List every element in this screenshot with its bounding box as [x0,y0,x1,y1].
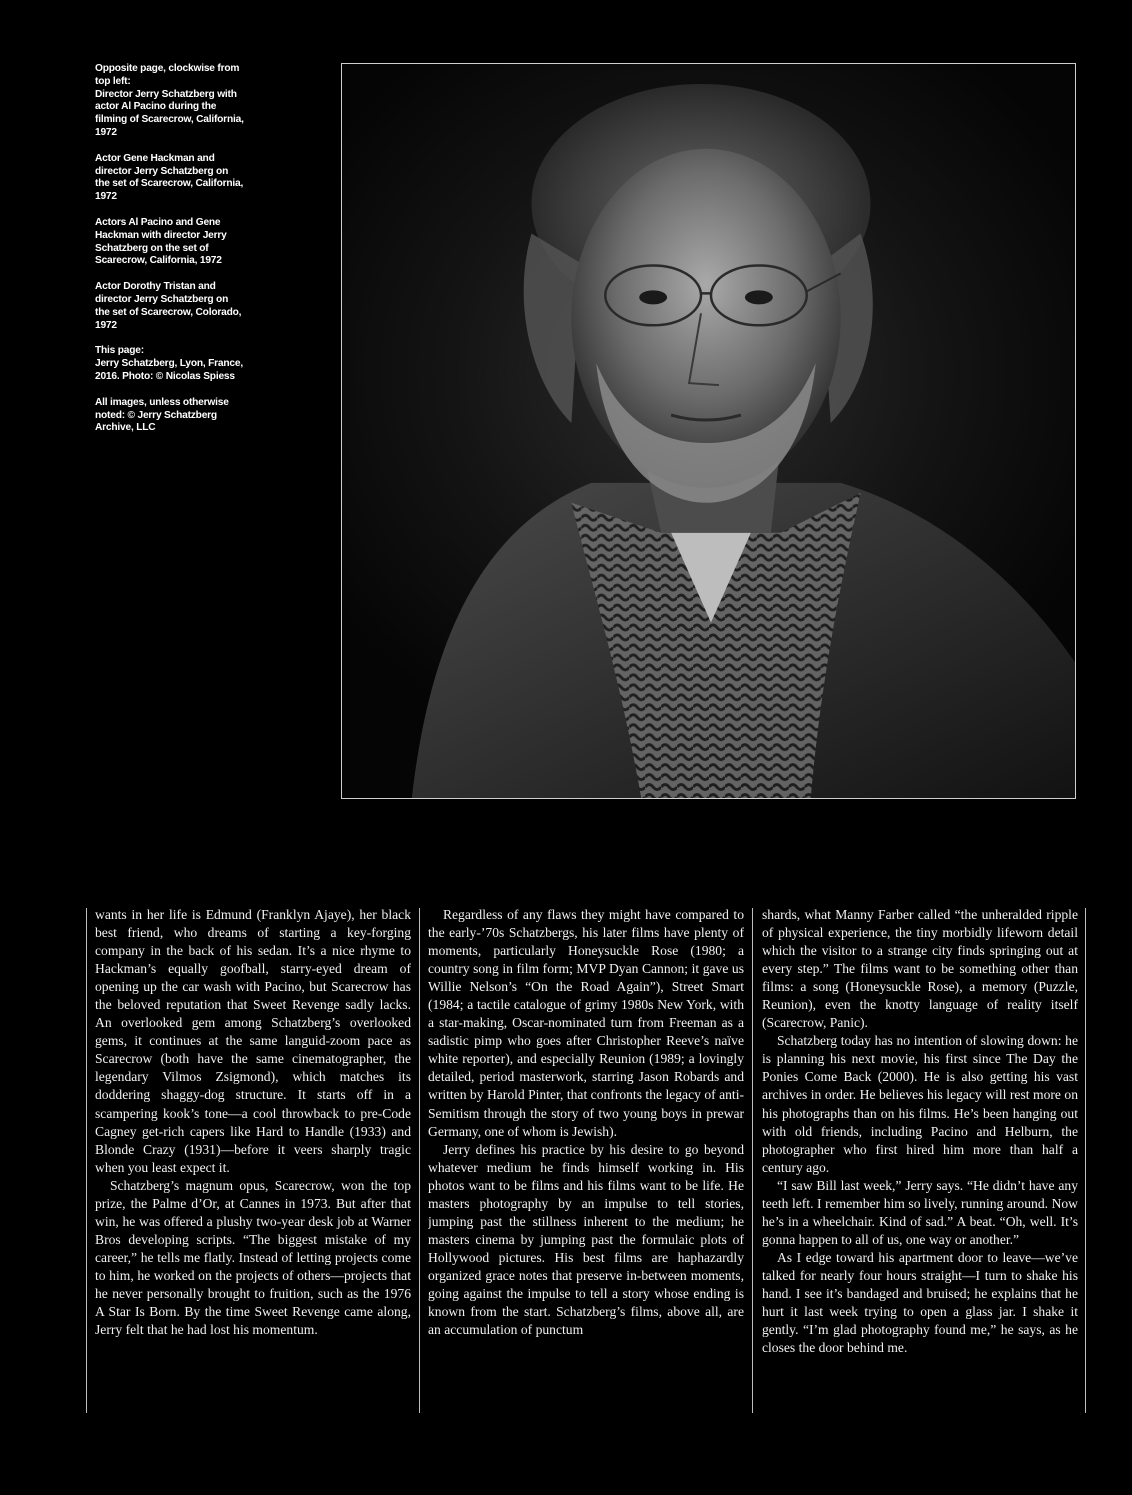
paragraph: Schatzberg’s magnum opus, Scarecrow, won the top prize, the Palme d’Or, at Cannes in 1973. But after that win, he was offered a plushy two-year desk job at Warner Bros developing scripts. “The biggest mistake of my career,” he tells me flatly. Instead of letting projects come to him, he worked on the projects of others—projects that he never personally brought to fruition, such as the 1976 A Star Is Born. By the time Sweet Revenge came along, Jerry felt that he had lost his momentum. [95,1177,411,1338]
caption-4: Actor Dorothy Tristan and director Jerry Schatzberg on the set of Scarecrow, Colorado, 1972 [95,281,242,331]
article-column-1 [95,906,411,1416]
portrait-illustration [342,64,1075,798]
article-column-2 [428,906,744,1416]
caption-2: Actor Gene Hackman and director Jerry Schatzberg on the set of Scarecrow, California, 1972 [95,152,244,203]
caption-credits: All images, unless otherwise noted: © Jerry Schatzberg Archive, LLC [95,396,229,434]
caption-5: This page: Jerry Schatzberg, Lyon, France, 2016. Photo: © Nicolas Spiess [95,345,243,382]
paragraph: “I saw Bill last week,” Jerry says. “He didn’t have any teeth left. I remember him so lively, running around. Now he’s in a wheelchair. Kind of sad.” A beat. “Oh, well. It’s gonna happen to all of us, one way or another.” [762,1177,1078,1247]
caption-1: Opposite page, clockwise from top left: Director Jerry Schatzberg with actor Al Pacino during the filming of Scarecrow, California, 1972 [95,63,244,138]
photo-captions [95,63,245,448]
paragraph: shards, what Manny Farber called “the unheralded ripple of physical experience, the tiny morbidly lifeworn detail which the visitor to a strange city finds springing out at every step.” The films want to be something other than films: a song (Honeysuckle Rose), a memory (Puzzle, Reunion), even the knotty language of reality itself (Scarecrow, Panic). [762,907,1078,1031]
paragraph: Regardless of any flaws they might have compared to the early-’70s Schatzbergs, his later films have plenty of moments, particularly Honeysuckle Rose (1980; a country song in film form; MVP Dyan Cannon; it gave us Willie Nelson’s “On the Road Again”), Street Smart (1984; a tactile catalogue of grimy 1980s New York, with a star-making, Oscar-nominated turn from Freeman as a sadistic pimp who goes after Christopher Reeve’s naïve white reporter), and especially Reunion (1989; a lovingly detailed, period masterwork, starring Jason Robards and written by Harold Pinter, that confronts the legacy of anti-Semitism through the story of two young boys in prewar Germany, one of whom is Jewish). [428,907,744,1139]
article-column-3 [762,906,1078,1416]
article-body [0,906,1132,1416]
paragraph: Jerry defines his practice by his desire to go beyond whatever medium he finds himself working in. His photos want to be films and his films want to be life. He masters photography by an impulse to tell stories, jumping past the stillness inherent to the medium; he masters cinema by jumping past the formulaic plots of Hollywood pictures. His best films are haphazardly organized grace notes that preserve in-between moments, going against the impulse to tell a story whose ending is known from the start. Schatzberg’s films, above all, are an accumulation of punctum [428,1141,744,1338]
paragraph: wants in her life is Edmund (Franklyn Ajaye), her black best friend, who dreams of starting a key-forging company in the back of his sedan. It’s a nice rhyme to Hackman’s equally goofball, starry-eyed dream of opening up the car wash with Pacino, but Scarecrow has the beloved reputation that Sweet Revenge sadly lacks. An overlooked gem among Schatzberg’s overlooked gems, it continues at the same languid-zoom pace as Scarecrow (both have the same cinematographer, the legendary Vilmos Zsigmond), which matches its doddering shaggy-dog structure. It starts off in a scampering kook’s tone—a cool throwback to pre-Code Cagney get-rich capers like Hard to Handle (1933) and Blonde Crazy (1931)—before it veers sharply tragic when you least expect it. [95,907,411,1175]
paragraph: Schatzberg today has no intention of slowing down: he is planning his next movie, his first since The Day the Ponies Come Back (2000). He is also getting his vast archives in order. He believes his legacy will rest more on his photographs than on his films. He’s been hanging out with old friends, including Pacino and Helburn, the photographer who first hired him more than half a century ago. [762,1033,1078,1175]
portrait-photo [341,63,1076,799]
caption-3: Actors Al Pacino and Gene Hackman with director Jerry Schatzberg on the set of Scarecrow, California, 1972 [95,216,227,267]
paragraph: As I edge toward his apartment door to leave—we’ve talked for nearly four hours straight—I turn to shake his hand. I see it’s bandaged and bruised; he explains that he hurt it last week trying to open a glass jar. I shake it gently. “I’m glad photography found me,” he says, as he closes the door behind me. [762,1249,1078,1356]
